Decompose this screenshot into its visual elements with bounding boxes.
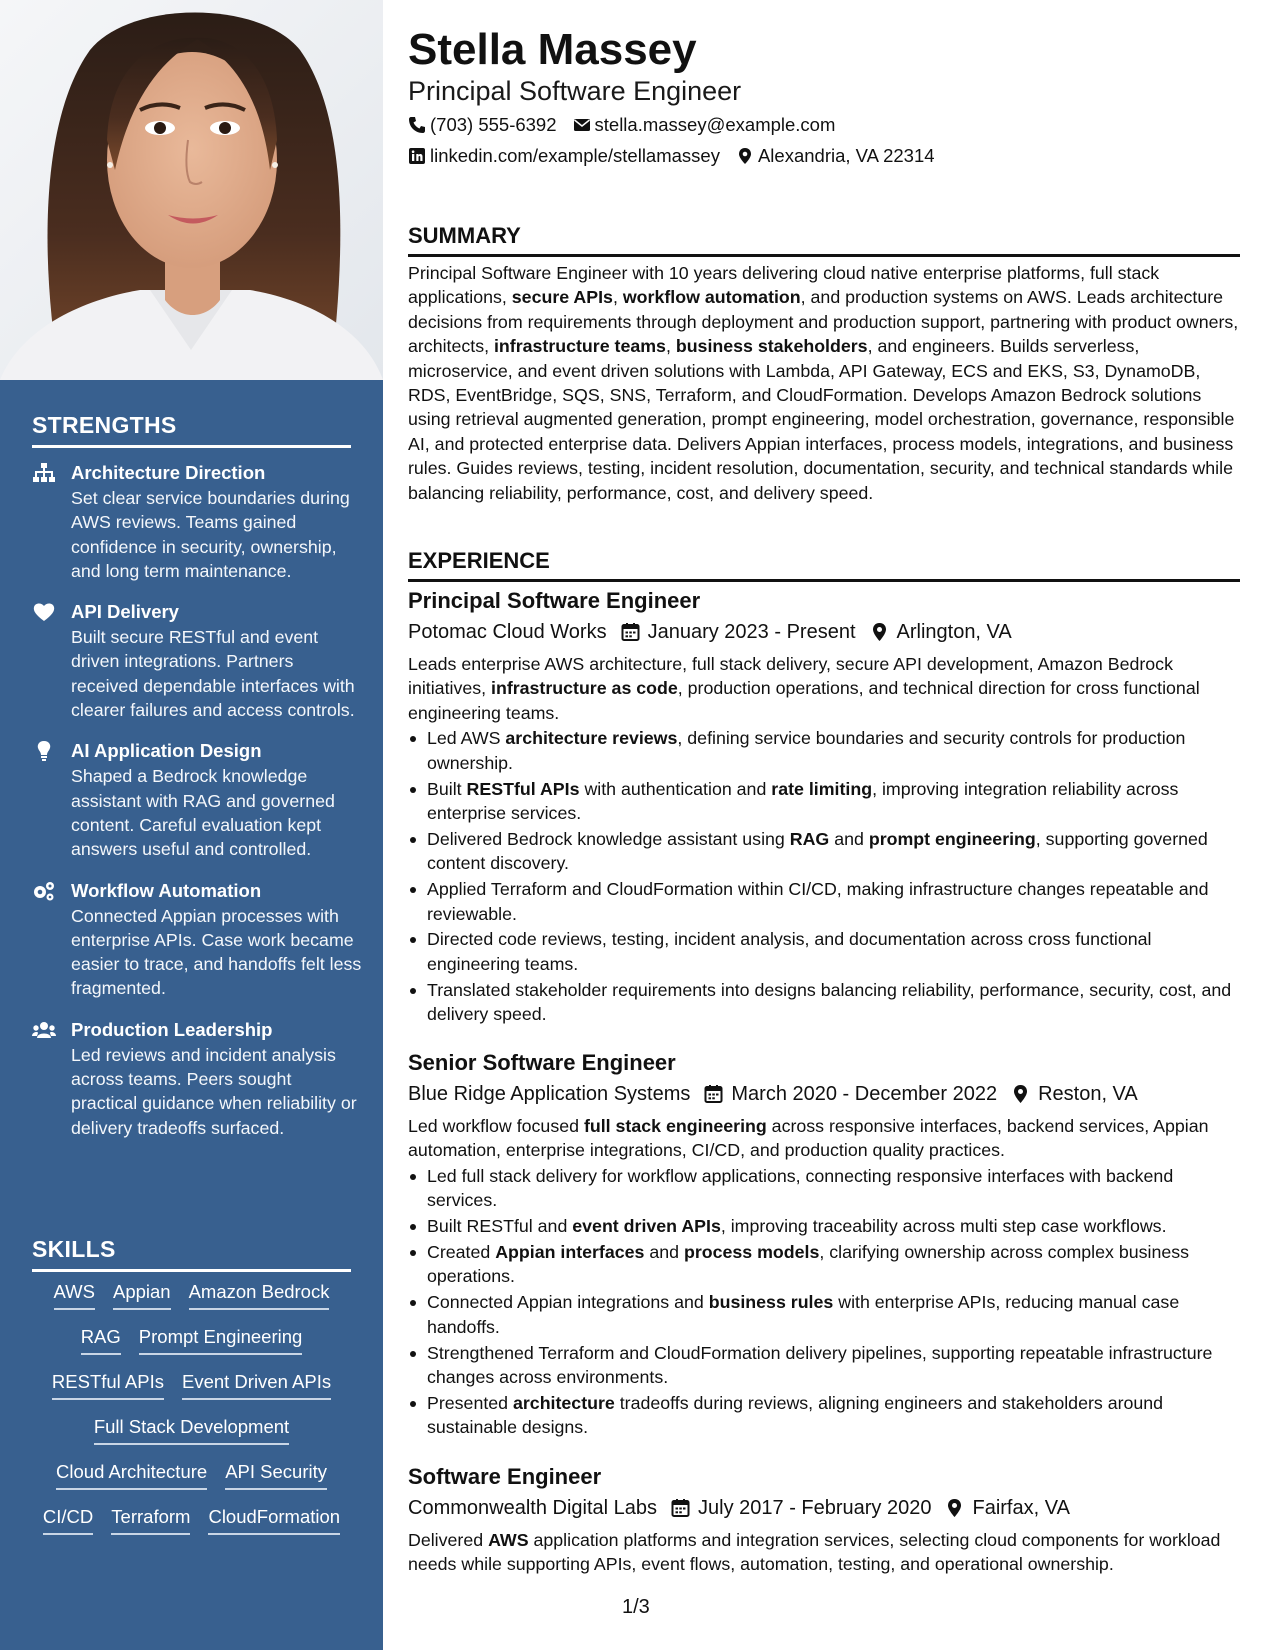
contact-row xyxy=(408,113,851,137)
job-company: Commonwealth Digital Labs xyxy=(408,1497,658,1519)
job-bullet: Created Appian interfaces and process models, clarifying ownership across complex business operations. xyxy=(408,1240,1240,1289)
job-bullet: Applied Terraform and CloudFormation within CI/CD, making infrastructure changes repeatable and reviewable. xyxy=(408,877,1240,926)
job-bullet: Directed code reviews, testing, incident analysis, and documentation across cross functional engineering teams. xyxy=(408,927,1240,976)
strengths-heading: STRENGTHS xyxy=(32,412,351,448)
skill-tag: Prompt Engineering xyxy=(139,1325,303,1355)
profile-photo xyxy=(0,0,383,380)
strength-description: Built secure RESTful and event driven integrations. Partners received dependable interfaces with clearer failures and access controls. xyxy=(71,627,355,721)
sidebar xyxy=(0,0,383,1650)
skill-tag: Amazon Bedrock xyxy=(189,1280,330,1310)
strength-description: Set clear service boundaries during AWS reviews. Teams gained confidence in security, ownership, and long term maintenance. xyxy=(71,488,350,581)
strength-item xyxy=(32,878,362,1001)
skill-tag: Event Driven APIs xyxy=(182,1370,331,1400)
skill-tag: Appian xyxy=(113,1280,171,1310)
strength-title: API Delivery xyxy=(71,601,179,623)
summary-heading: SUMMARY xyxy=(408,222,1240,257)
sitemap-icon xyxy=(32,462,56,484)
skills-heading: SKILLS xyxy=(32,1236,351,1272)
skills-row xyxy=(32,1280,351,1325)
job-meta xyxy=(408,618,1240,646)
strength-description: Shaped a Bedrock knowledge assistant with RAG and governed content. Careful evaluation kept answers useful and controlled. xyxy=(71,766,335,860)
envelope-icon xyxy=(573,116,591,134)
job-bullet: Built RESTful and event driven APIs, improving traceability across multi step case workflows. xyxy=(408,1214,1240,1238)
skill-tag: CI/CD xyxy=(43,1505,93,1535)
job-bullet: Led AWS architecture reviews, defining service boundaries and security controls for production ownership. xyxy=(408,726,1240,775)
contact-email[interactable] xyxy=(573,113,836,137)
calendar-icon xyxy=(621,622,640,642)
job-bullets xyxy=(408,726,1240,1026)
contact-linkedin[interactable] xyxy=(408,144,720,168)
job-location: Reston, VA xyxy=(1038,1083,1138,1105)
strength-title: Workflow Automation xyxy=(71,879,262,901)
experience-heading: EXPERIENCE xyxy=(408,547,1240,582)
skill-tag: Terraform xyxy=(111,1505,190,1535)
lightbulb-icon xyxy=(32,740,56,762)
phone-icon xyxy=(408,116,426,134)
skills-row xyxy=(32,1505,351,1550)
job-company: Blue Ridge Application Systems xyxy=(408,1083,691,1105)
job-bullet: Presented architecture tradeoffs during reviews, aligning engineers and stakeholders around sustainable designs. xyxy=(408,1391,1240,1440)
job-bullet: Delivered Bedrock knowledge assistant using RAG and prompt engineering, supporting governed content discovery. xyxy=(408,827,1240,876)
job-title: Principal Software Engineer xyxy=(408,588,701,613)
page-number: 1/3 xyxy=(622,1596,650,1618)
strength-item xyxy=(32,738,362,861)
contact-row xyxy=(408,144,951,168)
strength-description: Led reviews and incident analysis across teams. Peers sought practical guidance when reliability or delivery tradeoffs surfaced. xyxy=(71,1044,357,1138)
calendar-icon xyxy=(671,1498,690,1518)
skill-tag: RESTful APIs xyxy=(52,1370,164,1400)
skill-tag: CloudFormation xyxy=(208,1505,340,1535)
job-intro: Delivered AWS application platforms and integration services, selecting cloud components for workload needs while supporting APIs, event flows, automation, testing, and operational ownership. xyxy=(408,1530,1221,1575)
job-meta xyxy=(408,1494,1240,1522)
strength-title: Architecture Direction xyxy=(71,462,266,483)
job-location: Fairfax, VA xyxy=(972,1497,1070,1519)
job-location: Arlington, VA xyxy=(896,621,1012,643)
skills-row xyxy=(32,1415,351,1460)
skill-tag: Full Stack Development xyxy=(94,1415,289,1445)
skills-row xyxy=(32,1460,351,1505)
skill-tag: AWS xyxy=(54,1280,95,1310)
calendar-icon xyxy=(704,1084,723,1104)
job-dates: January 2023 - Present xyxy=(647,621,856,643)
job-title: Software Engineer xyxy=(408,1464,602,1489)
strength-title: Production Leadership xyxy=(71,1018,273,1040)
strengths-list xyxy=(32,460,362,1156)
candidate-name: Stella Massey xyxy=(408,25,697,74)
contact-phone[interactable] xyxy=(408,113,557,137)
map-marker-icon xyxy=(736,147,754,165)
skill-tag: API Security xyxy=(225,1460,327,1490)
job-entry xyxy=(408,1463,1240,1577)
map-marker-icon xyxy=(945,1498,964,1518)
phone-text: (703) 555-6392 xyxy=(430,114,557,135)
map-marker-icon xyxy=(870,622,889,642)
summary-text: Principal Software Engineer with 10 years delivering cloud native enterprise platforms, full stack applications, secure APIs, workflow automation, and production systems on AWS. Leads architecture decisions from requirements through deployment and production support, partnering with product owners, architects, infrastructure teams, business stakeholders, and engineers. Builds serverless, microservice, and event driven solutions with Lambda, API Gateway, ECS and EKS, S3, DynamoDB, RDS, EventBridge, SQS, SNS, Terraform, and CloudFormation. Develops Amazon Bedrock solutions using retrieval augmented generation, prompt engineering, model orchestration, governance, responsible AI, and protected enterprise data. Delivers Appian interfaces, process models, integrations, and business rules. Guides reviews, testing, incident resolution, documentation, security, and technical standards while balancing reliability, performance, cost, and delivery speed. xyxy=(408,263,1239,503)
map-marker-icon xyxy=(1011,1084,1030,1104)
portrait-illustration xyxy=(0,0,383,380)
skills-list xyxy=(32,1280,351,1550)
job-bullets xyxy=(408,1164,1240,1440)
cogs-icon xyxy=(32,880,56,902)
job-intro: Led workflow focused full stack engineering across responsive interfaces, backend services, Appian automation, enterprise integrations, CI/CD, and production quality practices. xyxy=(408,1116,1209,1161)
job-title: Senior Software Engineer xyxy=(408,1050,676,1075)
linkedin-icon xyxy=(408,147,426,165)
heart-icon xyxy=(32,601,56,623)
linkedin-text: linkedin.com/example/stellamassey xyxy=(430,145,720,166)
strength-title: AI Application Design xyxy=(71,740,262,762)
skills-row xyxy=(32,1325,351,1370)
strength-description: Connected Appian processes with enterprise APIs. Case work became easier to trace, and handoffs felt less fragmented. xyxy=(71,905,362,999)
job-intro: Leads enterprise AWS architecture, full stack delivery, secure API development, Amazon Bedrock initiatives, infrastructure as code, production operations, and technical direction for cross functional engineering teams. xyxy=(408,654,1200,723)
job-dates: July 2017 - February 2020 xyxy=(698,1497,932,1519)
strength-item xyxy=(32,599,362,722)
skill-tag: RAG xyxy=(81,1325,121,1355)
users-icon xyxy=(32,1019,56,1041)
strength-item xyxy=(32,1017,362,1140)
job-bullet: Strengthened Terraform and CloudFormation delivery pipelines, supporting repeatable infrastructure changes across environments. xyxy=(408,1341,1240,1390)
job-entry xyxy=(408,1049,1240,1441)
contact-location xyxy=(736,144,935,168)
job-bullet: Built RESTful APIs with authentication and rate limiting, improving integration reliability across enterprise services. xyxy=(408,777,1240,826)
job-bullet: Connected Appian integrations and business rules with enterprise APIs, reducing manual case handoffs. xyxy=(408,1290,1240,1339)
job-meta xyxy=(408,1080,1240,1108)
skill-tag: Cloud Architecture xyxy=(56,1460,207,1490)
location-text: Alexandria, VA 22314 xyxy=(757,145,935,166)
strength-item xyxy=(32,460,362,583)
email-text: stella.massey@example.com xyxy=(594,114,836,135)
job-bullet: Led full stack delivery for workflow applications, connecting responsive interfaces with backend services. xyxy=(408,1164,1240,1213)
job-dates: March 2020 - December 2022 xyxy=(731,1083,998,1105)
candidate-role: Principal Software Engineer xyxy=(408,76,742,106)
job-company: Potomac Cloud Works xyxy=(408,621,607,643)
job-bullet: Translated stakeholder requirements into designs balancing reliability, performance, security, cost, and delivery speed. xyxy=(408,978,1240,1027)
job-entry xyxy=(408,587,1240,1028)
skills-row xyxy=(32,1370,351,1415)
